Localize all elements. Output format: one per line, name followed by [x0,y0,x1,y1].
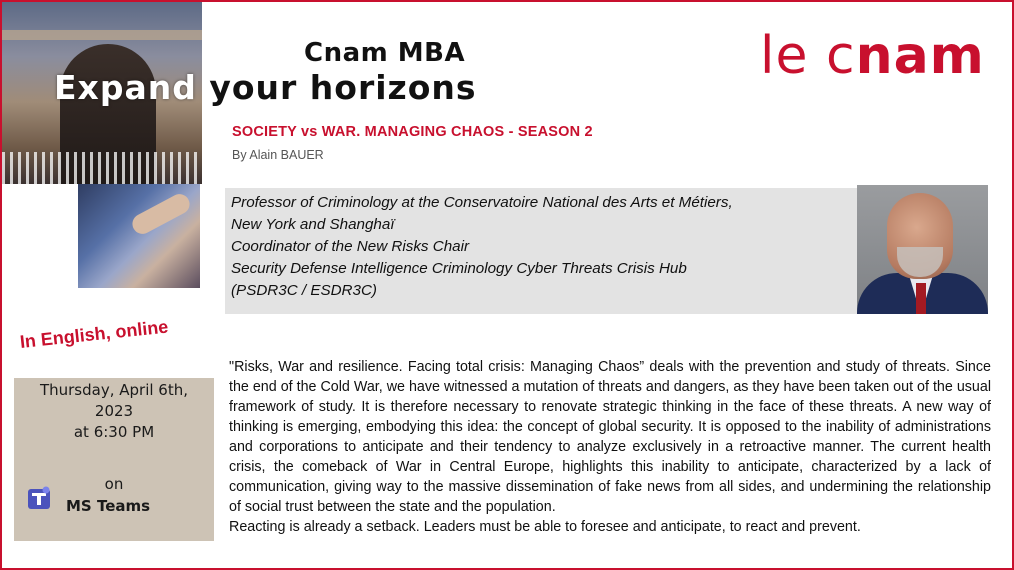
tagline-rest: your horizons [209,68,477,107]
cnam-logo [760,26,985,86]
portrait-tie [916,283,926,314]
language-note: In English, online [18,316,170,352]
bio-line: Coordinator of the New Risks Chair [231,238,470,255]
on-label: on [104,475,124,493]
bio-line: Professor of Criminology at the Conservatoire National des Arts et Métiers, [231,194,733,211]
bio-line: Security Defense Intelligence Criminology Cyber Threats Crisis Hub [231,260,687,277]
time-line: at 6:30 PM [73,423,155,441]
event-abstract [229,357,991,537]
tablet-photo [78,184,200,288]
tablet-finger [129,191,193,238]
event-author: By Alain BAUER [232,148,324,162]
photo-stripes [2,152,202,184]
program-name: Cnam MBA [304,38,466,68]
event-date [14,380,214,443]
bio-line: (PSDR3C / ESDR3C) [231,282,377,299]
speaker-portrait [857,185,988,314]
event-title: SOCIETY vs WAR. MANAGING CHAOS - SEASON 2 [232,124,593,140]
platform-label: MS Teams [66,497,151,515]
event-details-card [14,378,214,541]
logo-bold-part: nam [855,26,985,86]
tagline [54,68,477,107]
speaker-bio [225,188,857,314]
abstract-paragraph: Reacting is already a setback. Leaders must be able to foresee and anticipate, to react and prevent. [229,519,861,535]
abstract-paragraph: "Risks, War and resilience. Facing total crisis: Managing Chaos” deals with the prevention and study of threats. Since the end of the Cold War, we have witnessed a mutation of threats and dangers, as they have been taken out of the usual framework of study. It is therefore necessary to renovate strategic thinking in the face of these threats. A new way of thinking is emerging, embodying this idea: the concept of global security. It is opposed to the inability of administrations and corporations to anticipate and their tendency to analyze exclusively in a retroactive manner. The current health crisis, the comeback of War in Central Europe, highlights this inability to anticipate, characterized by a lack of communication, giving way to the massive dissemination of fake news from all sides, and undermining the relationship of social trust between the state and the population. [229,359,991,515]
date-line: Thursday, April 6th, [39,381,189,399]
building-cornice [2,30,202,40]
ms-teams-icon [28,486,50,512]
bio-line: New York and Shanghaï [231,216,395,233]
date-line: 2023 [94,402,134,420]
tagline-first-word: Expand [54,68,197,107]
logo-light-part: le c [760,26,856,86]
